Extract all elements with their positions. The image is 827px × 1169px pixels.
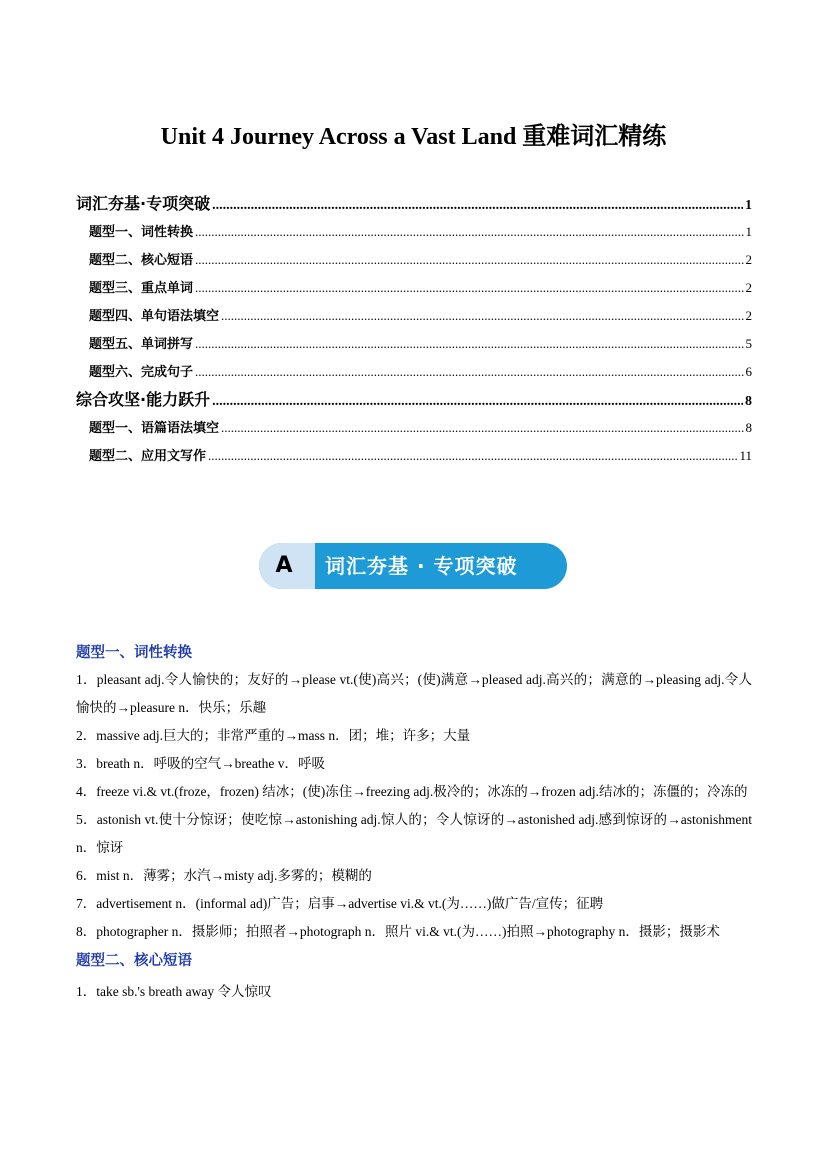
section-banner	[259, 543, 567, 589]
list-item: 5．astonish vt.使十分惊讶；使吃惊→astonishing adj.惊人的；令人惊讶的→astonished adj.感到惊讶的→astonishment n．惊讶	[76, 812, 752, 855]
toc-entry[interactable]	[76, 414, 752, 442]
toc-page-number: 11	[739, 448, 752, 463]
toc-entry[interactable]	[76, 302, 752, 330]
table-of-contents	[76, 190, 752, 470]
toc-page-number: 2	[745, 252, 752, 267]
toc-entry[interactable]	[76, 358, 752, 386]
toc-label: 题型六、完成句子	[89, 365, 194, 380]
toc-entry[interactable]	[76, 246, 752, 274]
toc-label: 题型一、词性转换	[89, 225, 194, 240]
section-heading: 题型二、核心短语	[76, 953, 192, 969]
section-heading: 题型一、词性转换	[76, 645, 192, 661]
toc-leader-dots	[212, 388, 743, 416]
toc-label: 题型一、语篇语法填空	[89, 421, 220, 436]
toc-leader-dots	[221, 414, 743, 442]
toc-entry[interactable]	[76, 330, 752, 358]
toc-label: 题型二、应用文写作	[89, 449, 207, 464]
toc-label: 题型五、单词拼写	[89, 337, 194, 352]
toc-leader-dots	[195, 330, 743, 358]
list-item: 1．pleasant adj.令人愉快的；友好的→please vt.(使)高兴；(使)满意→pleased adj.高兴的；满意的→pleasing adj.令人愉快的→pleasure n．快乐；乐趣	[76, 672, 752, 715]
toc-leader-dots	[221, 302, 743, 330]
toc-label: 题型二、核心短语	[89, 253, 194, 268]
banner-letter: A	[275, 553, 293, 578]
toc-page-number: 2	[745, 308, 752, 323]
toc-page-number: 6	[745, 364, 752, 379]
toc-page-number: 1	[745, 224, 752, 239]
toc-page-number: 2	[745, 280, 752, 295]
toc-page-number: 5	[745, 336, 752, 351]
list-item: 8．photographer n．摄影师；拍照者→photograph n．照片 vi.& vt.(为……)拍照→photography n．摄影；摄影术	[76, 924, 720, 939]
document-body	[76, 640, 752, 1006]
toc-page-number: 8	[745, 394, 752, 409]
list-item: 7．advertisement n．(informal ad)广告；启事→advertise vi.& vt.(为……)做广告/宣传；征聘	[76, 896, 604, 911]
toc-entry[interactable]	[76, 442, 752, 470]
toc-entry[interactable]	[76, 218, 752, 246]
toc-label: 词汇夯基·专项突破	[76, 194, 211, 213]
toc-leader-dots	[208, 442, 737, 470]
list-item: 4．freeze vi.& vt.(froze，frozen) 结冰；(使)冻住→freezing adj.极冷的；冰冻的→frozen adj.结冰的；冻僵的；冷冻的	[76, 784, 748, 799]
toc-leader-dots	[195, 274, 743, 302]
toc-leader-dots	[212, 192, 743, 220]
list-item: 3．breath n．呼吸的空气→breathe v．呼吸	[76, 756, 325, 771]
toc-entry[interactable]	[76, 274, 752, 302]
list-item: 2．massive adj.巨大的；非常严重的→mass n．团；堆；许多；大量	[76, 728, 471, 743]
toc-page-number: 1	[745, 198, 752, 213]
toc-entry[interactable]	[76, 190, 752, 218]
toc-label: 题型三、重点单词	[89, 281, 194, 296]
toc-label: 综合攻坚·能力跃升	[76, 390, 211, 409]
list-item: 6．mist n．薄雾；水汽→misty adj.多雾的；模糊的	[76, 868, 372, 883]
toc-page-number: 8	[745, 420, 752, 435]
toc-leader-dots	[195, 218, 743, 246]
list-item: 1．take sb.'s breath away 令人惊叹	[76, 984, 272, 999]
document-title: Unit 4 Journey Across a Vast Land 重难词汇精练	[160, 124, 667, 150]
toc-label: 题型四、单句语法填空	[89, 309, 220, 324]
toc-leader-dots	[195, 246, 743, 274]
banner-title: 词汇夯基 · 专项突破	[325, 554, 518, 578]
toc-leader-dots	[195, 358, 743, 386]
toc-entry[interactable]	[76, 386, 752, 414]
